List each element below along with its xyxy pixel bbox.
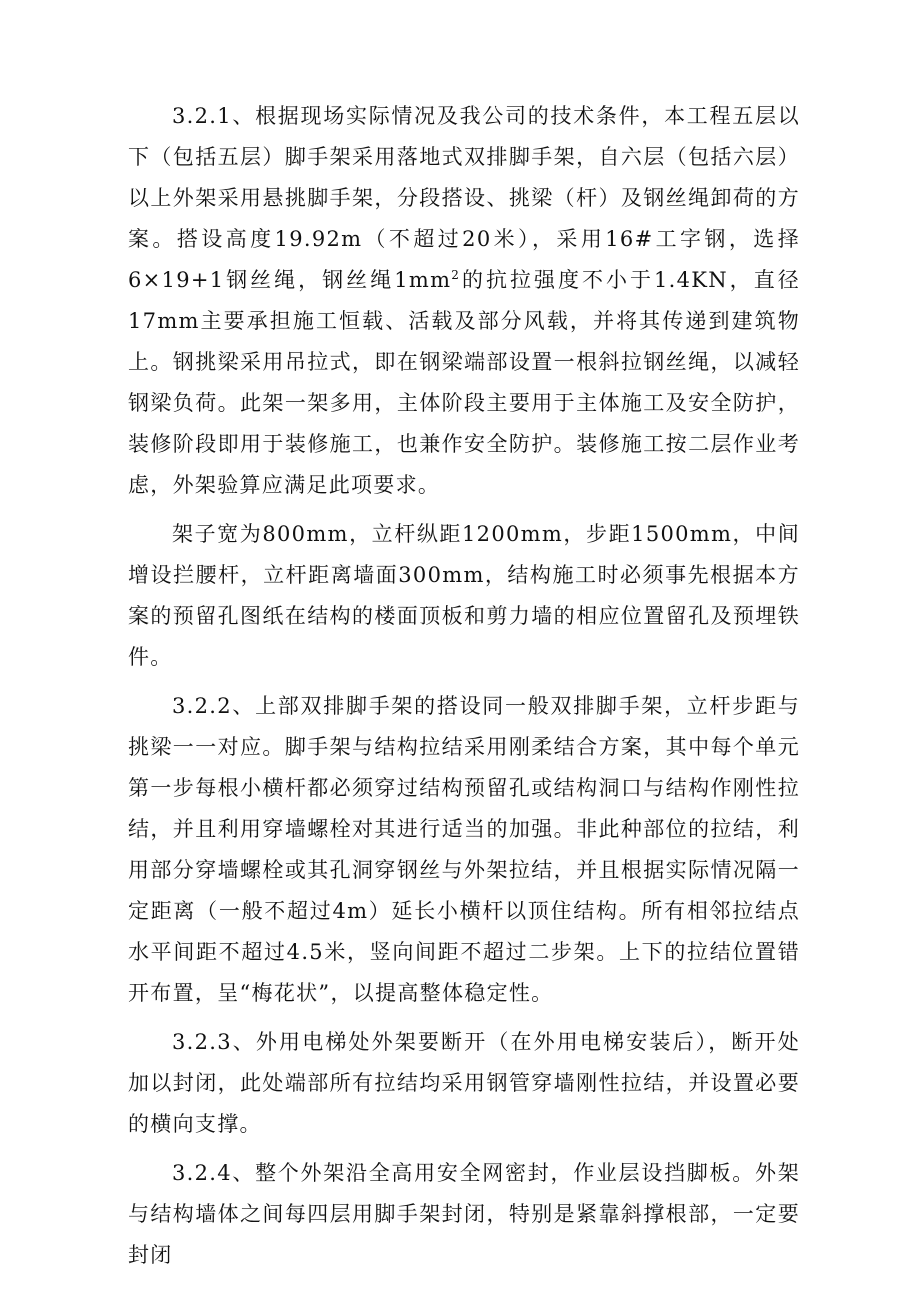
- paragraph-3-2-3: [128, 1022, 800, 1145]
- paragraph-text: 的抗拉强度不小于1.4KN，直径17mm主要承担施工恒载、活载及部分风载，并将其传递到建筑物上。钢挑梁采用吊拉式，即在钢梁端部设置一根斜拉钢丝绳，以减轻钢梁负荷。此架一架多用，主体阶段主要用于主体施工及安全防护，装修阶段即用于装修施工，也兼作安全防护。装修施工按二层作业考虑，外架验算应满足此项要求。: [128, 268, 800, 497]
- paragraph-3-2-4: [128, 1153, 800, 1276]
- paragraph-text: 3.2.4、整个外架沿全高用安全网密封，作业层设挡脚板。外架与结构墙体之间每四层用脚手架封闭，特别是紧靠斜撑根部，一定要封闭: [128, 1161, 800, 1267]
- paragraph-text: 3.2.3、外用电梯处外架要断开（在外用电梯安装后），断开处加以封闭，此处端部所有拉结均采用钢管穿墙刚性拉结，并设置必要的横向支撑。: [128, 1030, 800, 1136]
- paragraph-3-2-1: [128, 96, 800, 506]
- document-body: [128, 96, 800, 1284]
- paragraph-3-2-2: [128, 686, 800, 1014]
- paragraph-text: 3.2.2、上部双排脚手架的搭设同一般双排脚手架，立杆步距与挑梁一一对应。脚手架与结构拉结采用刚柔结合方案，其中每个单元第一步每根小横杆都必须穿过结构预留孔或结构洞口与结构作刚性拉结，并且利用穿墙螺栓对其进行适当的加强。非此种部位的拉结，利用部分穿墙螺栓或其孔洞穿钢丝与外架拉结，并且根据实际情况隔一定距离（一般不超过4m）延长小横杆以顶住结构。所有相邻拉结点水平间距不超过4.5米，竖向间距不超过二步架。上下的拉结位置错开布置，呈“梅花状”，以提高整体稳定性。: [128, 694, 800, 1005]
- paragraph-scaffold-dimensions: [128, 514, 800, 678]
- paragraph-text: 3.2.1、根据现场实际情况及我公司的技术条件，本工程五层以下（包括五层）脚手架采用落地式双排脚手架，自六层（包括六层）以上外架采用悬挑脚手架，分段搭设、挑梁（杆）及钢丝绳卸荷的方案。搭设高度19.92m（不超过20米），采用16#工字钢，选择6×19+1钢丝绳，钢丝绳1mm: [128, 104, 800, 292]
- paragraph-text: 架子宽为800mm，立杆纵距1200mm，步距1500mm，中间增设拦腰杆，立杆距离墙面300mm，结构施工时必须事先根据本方案的预留孔图纸在结构的楼面顶板和剪力墙的相应位置留孔及预埋铁件。: [128, 522, 800, 669]
- superscript-2: 2: [451, 268, 461, 282]
